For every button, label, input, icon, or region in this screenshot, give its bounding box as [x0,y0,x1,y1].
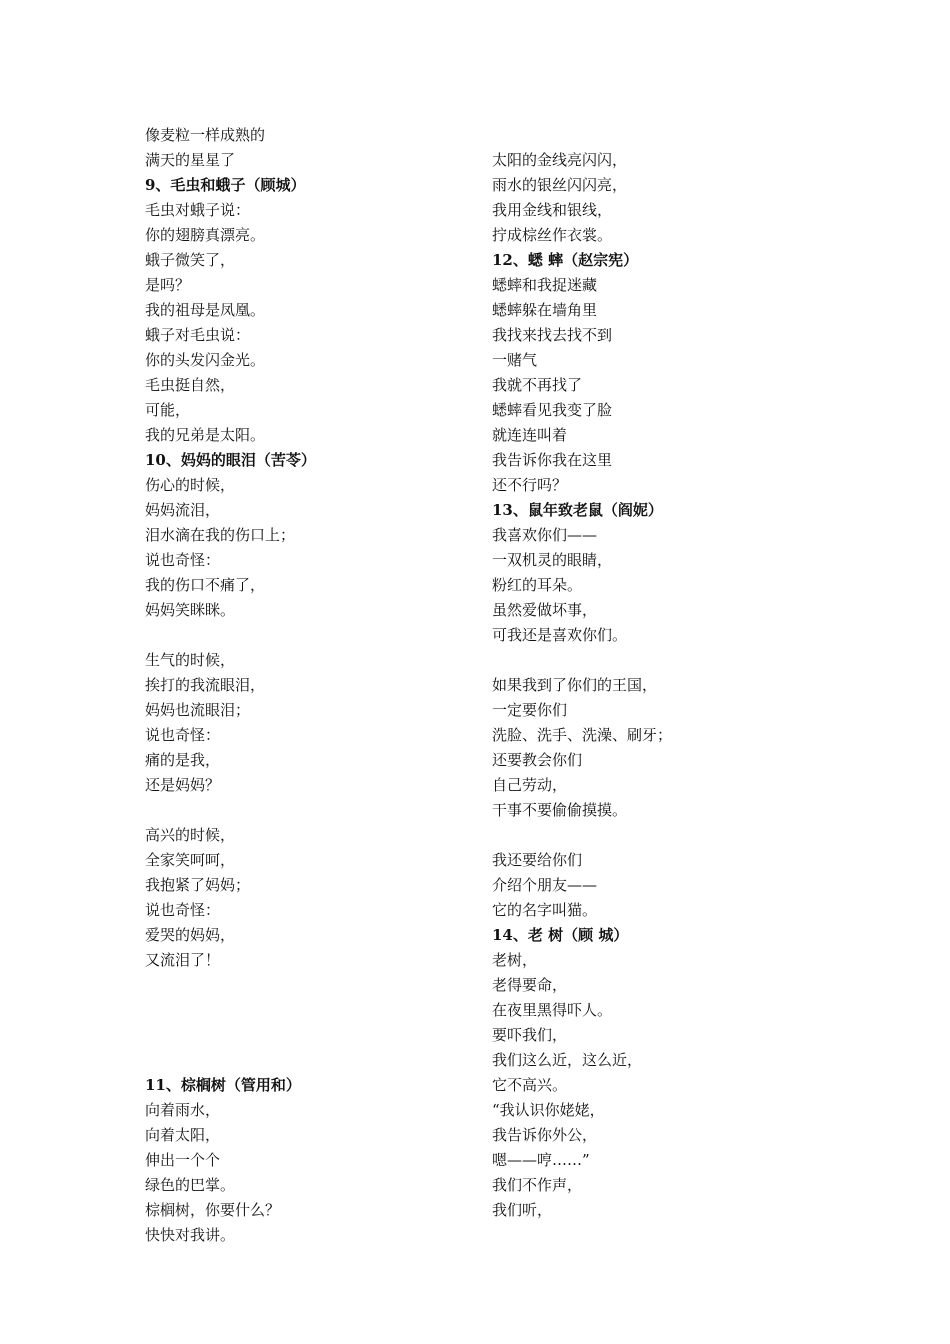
poem-line: 你的头发闪金光。 [145,351,266,369]
poem-line: 一赌气 [492,351,538,369]
poem-line: 妈妈也流眼泪； [145,701,251,719]
poem-line: 介绍个朋友—— [492,876,598,894]
poem-line: 自己劳动， [492,776,568,794]
poem-line: 还要教会你们 [492,751,583,769]
poem-line: 要吓我们， [492,1026,568,1044]
poem-line: 我的伤口不痛了， [145,576,266,594]
blank-line [492,648,822,673]
poem-line: 我们不作声， [492,1176,583,1194]
poem-title: 12、蟋 蟀（赵宗宪） [492,251,639,269]
poem-title: 14、老 树（顾 城） [492,926,629,944]
poem-line: 绿色的巴掌。 [145,1176,236,1194]
poem-line: 伸出一个个 [145,1151,221,1169]
poem-line: 高兴的时候， [145,826,236,844]
poem-line: 我还要给你们 [492,851,583,869]
poem-line: 是吗？ [145,276,191,294]
poem-line: 我的祖母是凤凰。 [145,301,266,319]
blank-line [145,1048,475,1073]
poem-line: 妈妈流泪， [145,501,221,519]
poem-line: 我就不再找了 [492,376,583,394]
poem-line: 像麦粒一样成熟的 [145,126,266,144]
poem-line: 说也奇怪： [145,726,221,744]
poem-line: 棕榈树，你要什么？ [145,1201,281,1219]
poem-title: 10、妈妈的眼泪（苦苓） [145,451,316,469]
poem-line: 一定要你们 [492,701,568,719]
poem-line: 伤心的时候， [145,476,236,494]
poem-line: 雨水的银丝闪闪亮， [492,176,628,194]
poem-title: 9、毛虫和蛾子（顾城） [145,176,306,194]
poem-line: 蟋蟀躲在墙角里 [492,301,598,319]
poem-line: 我抱紧了妈妈； [145,876,251,894]
poem-line: 你的翅膀真漂亮。 [145,226,266,244]
poem-line: 蛾子微笑了， [145,251,236,269]
blank-line [145,1023,475,1048]
poem-line: 向着雨水， [145,1101,221,1119]
poem-line: 老树， [492,951,538,969]
poem-line: 太阳的金线亮闪闪， [492,151,628,169]
poem-line: 挨打的我流眼泪， [145,676,266,694]
poem-line: 洗脸、洗手、洗澡、刷牙； [492,726,673,744]
poem-line: 说也奇怪： [145,551,221,569]
poem-line: 拧成棕丝作衣裳。 [492,226,613,244]
right-column [492,148,822,1223]
blank-line [145,998,475,1023]
poem-line: 我们听， [492,1201,553,1219]
poem-title: 11、棕榈树（管用和） [145,1076,301,1094]
poem-line: “我认识你姥姥， [492,1101,605,1119]
poem-line: 老得要命， [492,976,568,994]
poem-line: 我喜欢你们—— [492,526,598,544]
poem-line: 向着太阳， [145,1126,221,1144]
poem-line: 还是妈妈？ [145,776,221,794]
poem-line: 就连连叫着 [492,426,568,444]
poem-line: 我告诉你外公， [492,1126,598,1144]
poem-line: 全家笑呵呵， [145,851,236,869]
poem-line: 可能， [145,401,191,419]
poem-line: 说也奇怪： [145,901,221,919]
poem-line: 干事不要偷偷摸摸。 [492,801,628,819]
poem-line: 我的兄弟是太阳。 [145,426,266,444]
poem-line: 蟋蟀和我捉迷藏 [492,276,598,294]
poem-line: 虽然爱做坏事， [492,601,598,619]
blank-line [145,623,475,648]
blank-line [492,823,822,848]
blank-line [145,973,475,998]
poem-line: 在夜里黑得吓人。 [492,1001,613,1019]
poem-line: 如果我到了你们的王国， [492,676,658,694]
poem-line: 泪水滴在我的伤口上； [145,526,296,544]
poem-line: 毛虫对蛾子说： [145,201,251,219]
poem-line: 又流泪了！ [145,951,221,969]
poem-line: 嗯——哼……” [492,1151,590,1169]
blank-line [145,798,475,823]
poem-line: 蟋蟀看见我变了脸 [492,401,613,419]
poem-line: 痛的是我， [145,751,221,769]
poem-line: 它的名字叫猫。 [492,901,598,919]
poem-line: 毛虫挺自然， [145,376,236,394]
poem-line: 可我还是喜欢你们。 [492,626,628,644]
poem-line: 我找来找去找不到 [492,326,613,344]
poem-line: 我们这么近，这么近， [492,1051,643,1069]
poem-line: 蛾子对毛虫说： [145,326,251,344]
poem-line: 快快对我讲。 [145,1226,236,1244]
poem-line: 妈妈笑眯眯。 [145,601,236,619]
left-column [145,123,475,1248]
poem-line: 粉红的耳朵。 [492,576,583,594]
poem-line: 生气的时候， [145,651,236,669]
poem-line: 我用金线和银线， [492,201,613,219]
poem-line: 还不行吗？ [492,476,568,494]
poem-line: 满天的星星了 [145,151,236,169]
poem-line: 它不高兴。 [492,1076,568,1094]
poem-line: 一双机灵的眼睛， [492,551,613,569]
poem-title: 13、鼠年致老鼠（阎妮） [492,501,663,519]
poem-line: 爱哭的妈妈， [145,926,236,944]
poem-line: 我告诉你我在这里 [492,451,613,469]
